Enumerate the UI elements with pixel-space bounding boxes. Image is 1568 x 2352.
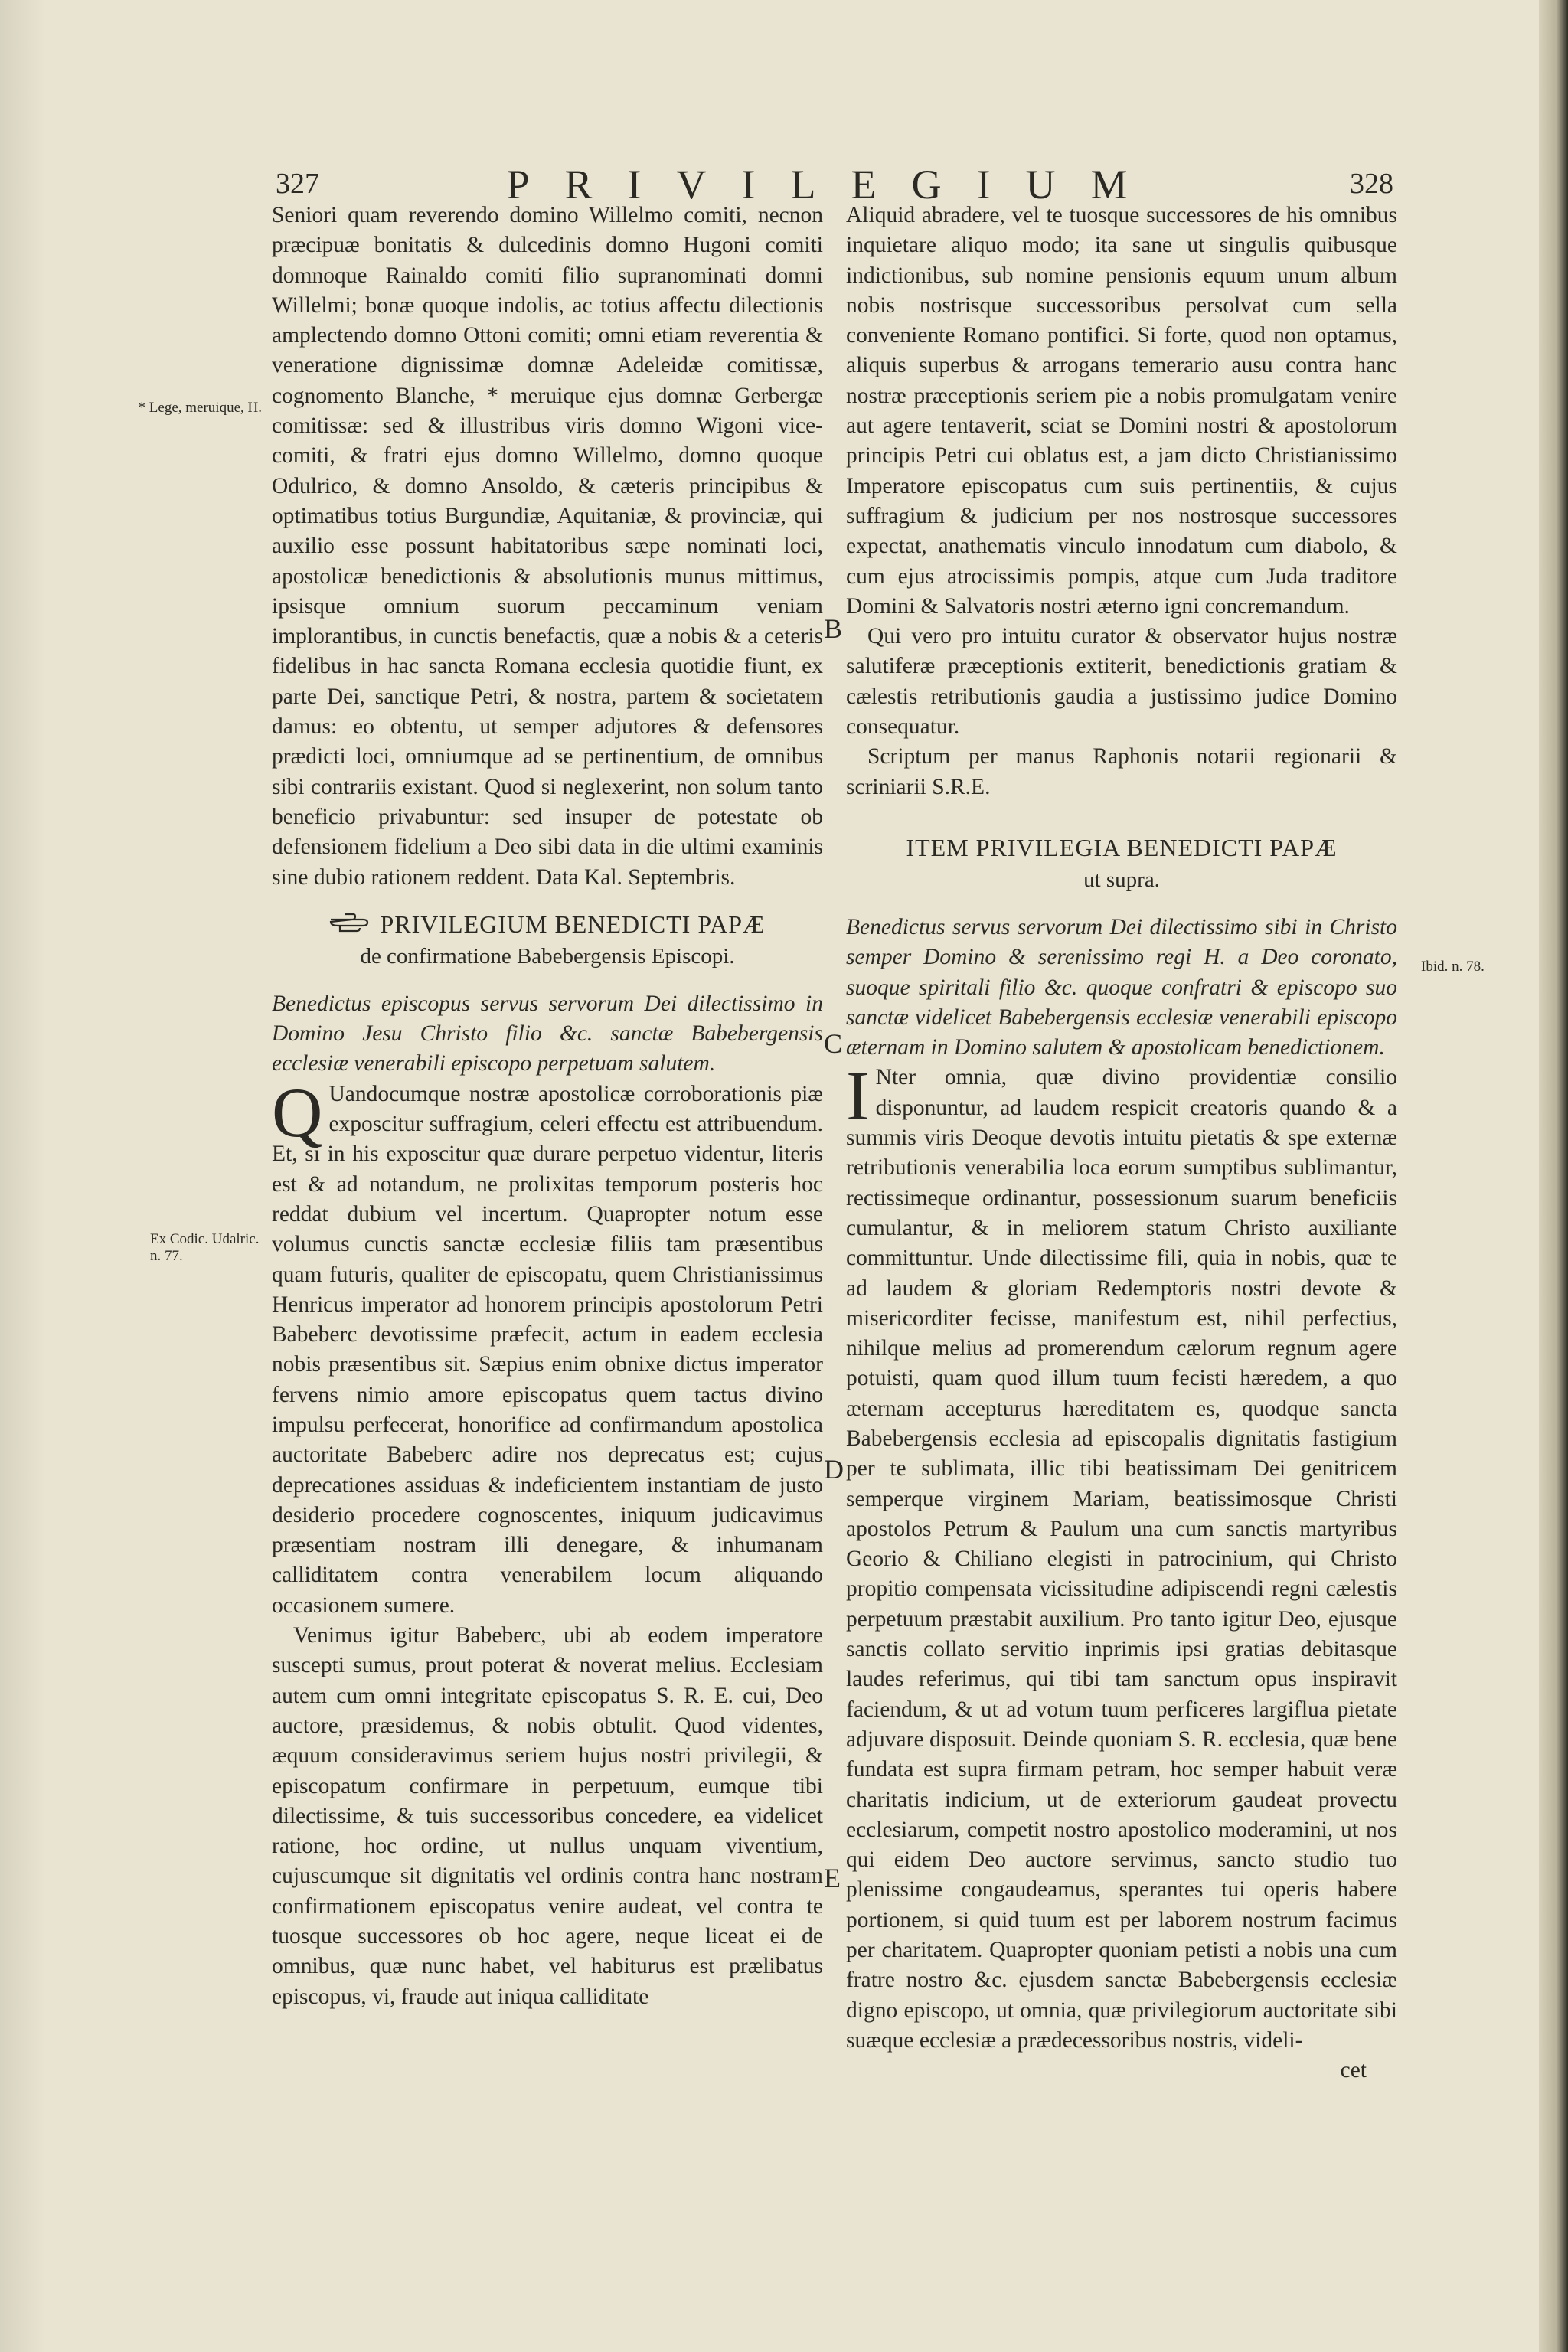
- right-paragraph-4-text: Nter omnia, quæ divino providentiæ consilio disponuntur, ad laudem respicit creatoris quando & a summis viris Deoque devotis intuitu pietatis & spe externæ retributionis venerabilia loca eorum sumptibus sublimantur, rectissimeque ordinantur, possessionum suarum beneficiis cumulantur, & in meliorem statum Christo auxiliante committuntur. Unde dilectissime fili, quia in nobis, quæ te ad laudem & gloriam Redemptoris nostri devote & misericorditer fecisse, manifestum est, nihil perfectius, nihilque melius ad promerendum cælorum regnum agere potuisti, quam quod illum tuum fecisti hæredem, a quo æternam accepturus hæreditatem es, quodque sancta Babebergensis ecclesia ad episcopalis dignitatis fastigium per te sublimata, illic tibi beatissimam Dei genitricem semperque virginem Mariam, beatissimosque Christi apostolos Petrum & Paulum una cum sanctis martyribus Georio & Chiliano elegisti in patrocinium, qui Christo propitio compensata vicissitudine adipiscendi regni cælestis perpetuum præstabit auxilium. Pro tanto igitur Deo, ejusque sanctis collato servitio inprimis ipsi gratias debitasque laudes referimus, qui tibi tam sanctum opus inspiravit faciendum, & ut ad votum tuum perficeres largiflua pietate adjuvare disposuit. Deinde quoniam S. R. ecclesia, quæ bene fundata est supra firmam petram, hoc semper habuit veræ charitatis indicium, ut de exteriorum gaudeat provectu ecclesiarum, competit nostro apostolico moderamini, ut nos qui eidem Deo auctore servimus, sancto studio tuo plenissime congaudeamus, sperantes tui operis habere portionem, si quid tuum est per laborem nostrum facimus per charitatem. Quapropter quoniam petisti a nobis una cum fratre nostro &c. ejusdem sanctæ Babebergensis ecclesiæ digno episcopo, ut omnia, quæ privilegiorum auctoritate sibi suæque ecclesiæ a prædecessoribus nostris, videli-: [846, 1065, 1397, 2053]
- right-page-number: 328: [1350, 168, 1393, 200]
- section-letter-e: E: [824, 1863, 841, 1893]
- section-letter-d: D: [824, 1454, 844, 1485]
- section-letter-b: B: [824, 613, 843, 644]
- running-title: PRIVILEGIUM: [506, 162, 1163, 207]
- right-paragraph-1: Aliquid abradere, vel te tuosque successores de his omnibus inquietare aliquo modo; ita sane ut singulis quibusque indictionibus, sub nomine pensionis equum unum album nobis nostrisque successoribus persolvat cum sella conveniente Romano pontifici. Si forte, quod non optamus, aliquis superbus & arrogans temerario ausu contra hanc nostræ præceptionis seriem pie a nobis promulgatam venire aut agere tentaverit, sciat se Domini nostri & apostolorum principis Petri cui oblatus est, a jam dicto Christianissimo Imperatore episcopatus cum suis pertinentiis, & cujus suffragium & judicium per nos nostrosque successores expectat, anathematis vinculo innodatum cum diabolo, & cum ejus atrocissimis pompis, atque cum Juda traditore Domini & Salvatoris nostri æterno igni concremandum.: [846, 203, 1397, 619]
- section-letter-c: C: [824, 1028, 843, 1059]
- right-paragraph-2: Qui vero pro intuitu curator & observator hujus nostræ salutiferæ præceptionis extiterit, benedictionis gratiam & cælestis retributionis gaudia a justissimo judice Domino consequatur.: [846, 624, 1397, 740]
- facing-page-edge: [1539, 0, 1568, 2352]
- left-paragraph-1: Seniori quam reverendo domino Willelmo comiti, necnon præcipuæ bonitatis & dulcedinis domno Hugoni comiti domnoque Rainaldo comiti filio supranominati domni Willelmi; bonæ quoque indolis, ac totius affectu dilectionis amplectendo domno Ottoni comiti; omni etiam reverentia & veneratione dignissimæ domnæ Adeleidæ comitissæ, cognomento Blanche, * meruique ejus domnæ Gerbergæ comitissæ: sed & illustribus viris domno Wigoni vice-comiti, & fratri ejus domno Willelmo, domno quoque Odulrico, & domno Ansoldo, & cæteris principibus & optimatibus totius Burgundiæ, Aquitaniæ, & provinciæ, qui auxilio esse possunt habitatoribus sæpe nominati loci, apostolicæ benedictionis & absolutionis munus mittimus, ipsisque omnium suorum peccaminum veniam implorantibus, in cunctis benefactis, quæ a nobis & a ceteris fidelibus in hac sancta Romana ecclesia quotidie fiunt, ex parte Dei, sanctique Petri, & nostra, partem & societatem damus: eo obtentu, ut semper adjutores & defensores prædicti loci, omniumque ad se pertinentium, de omnibus sibi contrariis existant. Quod si neglexerint, non solum tanto beneficio privabuntur: sed insuper de potestate ob defensionem fidelium a Deo sibi data in die ultimi examinis sine dubio rationem reddent. Data Kal. Septembris.: [272, 203, 823, 890]
- drop-cap-q: Q: [272, 1073, 323, 1152]
- left-section-subtitle: de confirmatione Babebergensis Episcopi.: [360, 943, 735, 969]
- right-paragraph-4: [846, 1057, 1397, 2056]
- pointing-hand-icon: [329, 910, 369, 939]
- right-section-subtitle: ut supra.: [1083, 867, 1160, 892]
- margin-note-codex: Ex Codic. Udalric. n. 77.: [150, 1231, 260, 1264]
- left-section-intro: Benedictus episcopus servus servorum Dei dilectissimo in Domino Jesu Christo filio &c. sanctæ Babebergensis ecclesiæ venerabili episcopo perpetuam salutem.: [272, 991, 823, 1076]
- right-text-column: [846, 201, 1397, 2086]
- left-section-title-text: PRIVILEGIUM BENEDICTI PAPÆ: [380, 910, 766, 938]
- right-section-title: ITEM PRIVILEGIA BENEDICTI PAPÆ: [906, 833, 1338, 861]
- left-paragraph-2-text: Uandocumque nostræ apostolicæ corroborationis piæ exposcitur suffragium, celeri effectu est attribuendum. Et, si in his exposcitur quæ durare perpetuo videntur, literis est & ad notandum, ne prolixitas temporum posteris hoc reddat dubium vel incertum. Quapropter notum esse volumus cunctis sanctæ ecclesiæ filiis tam præsentibus quam futuris, qualiter de episcopatu, quem Christianissimus Henricus imperator ad honorem principis apostolorum Petri Babeberc devotissime præfecit, actum in eadem ecclesia nobis præsentibus sit. Sæpius enim obnixe dictus imperator fervens nimio amore episcopatus quem tactus divino impulsu perfecerat, honorifice ad confirmandum apostolica auctoritate Babeberc adire nos deprecatus est; cujus deprecationes assiduas & indeficientem instantiam de justo desiderio procedere cognoscentes, iniquum judicavimus præsentiam nostram illi denegare, & inhumanam calliditatem contra venerabilem locum aliquando occasionem sumere.: [272, 1081, 823, 1618]
- page-header: [276, 161, 1393, 207]
- margin-note-lege: * Lege, meruique, H.: [138, 400, 262, 416]
- page-gutter-shadow: [0, 0, 46, 2352]
- margin-note-ibid: Ibid. n. 78.: [1421, 959, 1485, 975]
- left-paragraph-2: [272, 1073, 823, 1621]
- left-text-column: [272, 201, 823, 2012]
- right-section-intro: Benedictus servus servorum Dei dilectissimo sibi in Christo semper Domino & serenissimo regi H. a Deo coronato, suoque spiritali filio &c. quoque confratri & episcopo suo sanctæ videlicet Babebergensis ecclesiæ venerabili episcopo æternam in Domino salutem & apostolicam benedictionem.: [846, 914, 1397, 1060]
- left-page-number: 327: [276, 168, 319, 200]
- right-paragraph-3: Scriptum per manus Raphonis notarii regionarii & scriniarii S.R.E.: [846, 744, 1397, 799]
- catchword: cet: [1340, 2058, 1367, 2083]
- left-paragraph-3: Venimus igitur Babeberc, ubi ab eodem imperatore suscepti sumus, prout poterat & noverat melius. Ecclesiam autem cum omni integritate episcopatus S. R. E. cui, Deo auctore, præsidemus, & nobis obtulit. Quod videntes, æquum consideravimus seriem hujus nostri privilegii, & episcopatum confirmare in perpetuum, eumque tibi dilectissime, & tuis successoribus concedere, ea videlicet ratione, hoc ordine, ut nullus unquam viventium, cujuscumque sit dignitatis vel ordinis contra hanc nostram confirmationem episcopatus venire audeat, vel contra te tuosque successores ob hoc agere, neque liceat ei de omnibus, quæ nunc habet, vel habiturus est prælibatus episcopus, vi, fraude aut iniqua calliditate: [272, 1623, 823, 2009]
- drop-cap-i: I: [846, 1057, 870, 1135]
- left-section-title: [272, 910, 823, 939]
